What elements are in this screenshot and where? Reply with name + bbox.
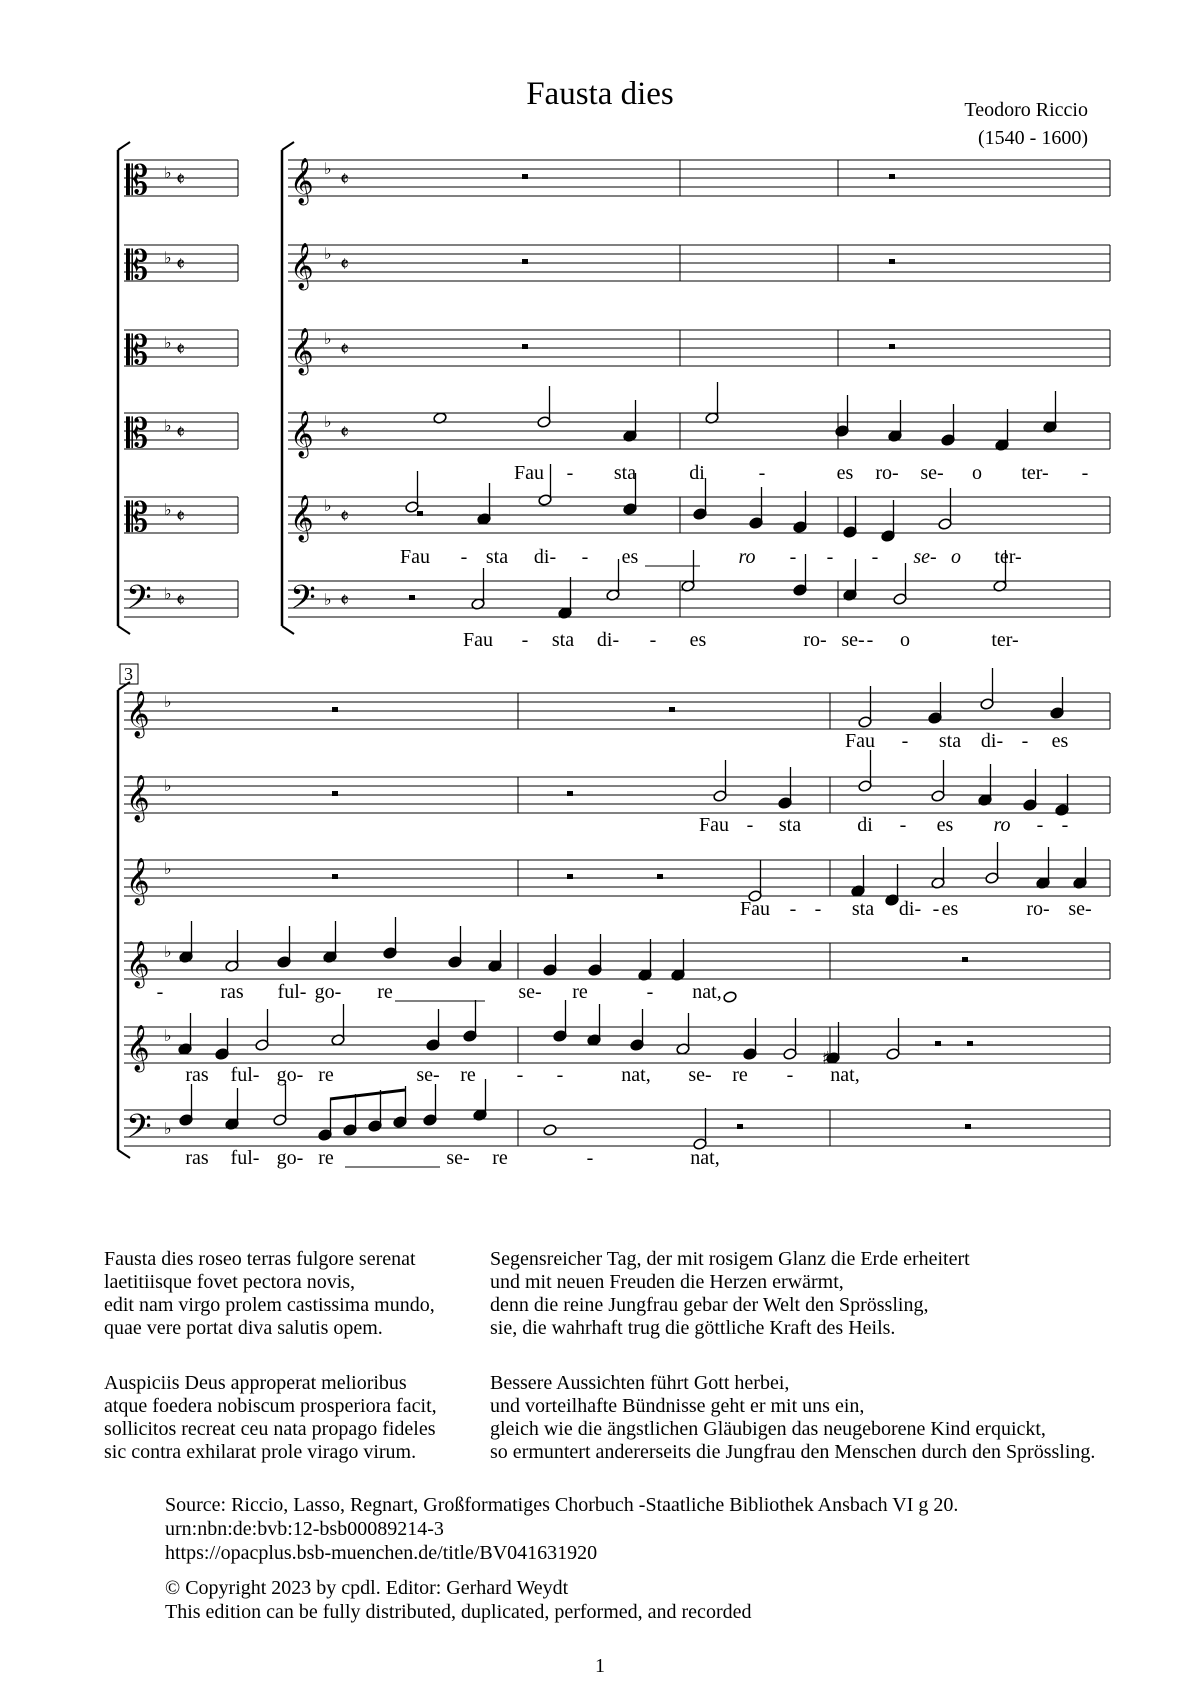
lyric-syllable: ro- <box>1026 898 1050 920</box>
lyric-syllable: nat, <box>830 1064 860 1086</box>
lyric-syllable: - <box>581 546 589 568</box>
german-text-stanza-1 <box>490 1248 970 1340</box>
rest <box>409 595 415 600</box>
lyric-syllable: se- <box>518 981 542 1003</box>
cut-time-icon: 𝄵 <box>340 420 349 444</box>
flat-sign-icon: ♭ <box>164 333 172 352</box>
lyric-syllable: di- <box>980 730 1004 752</box>
sharp-sign-icon: ♯ <box>822 1048 831 1069</box>
lyric-syllable: - <box>786 1064 794 1086</box>
flat-sign-icon: ♭ <box>324 496 332 515</box>
rest <box>332 791 338 796</box>
rest <box>935 1041 941 1046</box>
source-line: Source: Riccio, Lasso, Regnart, Großformatiges Chorbuch -Staatliche Bibliothek Ansbach VI g 20. <box>165 1494 959 1516</box>
rest <box>965 1124 971 1129</box>
lyric-syllable: ter- <box>1021 462 1049 484</box>
lyric-syllable: re <box>732 1064 748 1086</box>
text-line: quae vere portat diva salutis opem. <box>104 1317 383 1339</box>
rest <box>657 874 663 879</box>
lyric-syllable: o <box>972 462 982 484</box>
copyright-line: © Copyright 2023 by cpdl. Editor: Gerhard Weydt <box>165 1577 569 1599</box>
text-line: gleich wie die ängstlichen Gläubigen das neugeborene Kind erquickt, <box>490 1418 1046 1440</box>
lyric-syllable: sta <box>851 898 875 920</box>
cut-time-icon: 𝄵 <box>176 504 185 528</box>
rest <box>889 344 895 349</box>
flat-sign-icon: ♭ <box>164 500 172 519</box>
lyric-syllable: es <box>936 814 954 836</box>
lyric-syllable: - <box>1036 814 1044 836</box>
cut-time-icon: 𝄵 <box>176 420 185 444</box>
flat-sign-icon: ♭ <box>164 163 172 182</box>
lyric-syllable: ras <box>185 1147 209 1169</box>
bracket-hook <box>282 142 294 150</box>
lyric-syllable: o <box>900 629 910 651</box>
lyric-syllable: - <box>901 730 909 752</box>
c-clef-icon: 𝄡 <box>126 243 149 289</box>
lyric-syllable: - <box>1021 730 1029 752</box>
lyric-syllable: se- <box>841 629 865 651</box>
lyric-syllable: nat, <box>621 1064 651 1086</box>
flat-sign-icon: ♭ <box>324 412 332 431</box>
lyric-syllable: di- <box>533 546 557 568</box>
lyric-syllable: - <box>932 898 940 920</box>
lyric-syllable: es <box>941 898 959 920</box>
lyric-syllable: - <box>556 1064 564 1086</box>
composer-dates: (1540 - 1600) <box>978 127 1088 149</box>
rest <box>567 791 573 796</box>
lyric-syllable: Fau <box>400 546 430 568</box>
lyric-syllable: - <box>758 462 766 484</box>
text-line: Fausta dies roseo terras fulgore serenat <box>104 1248 416 1270</box>
lyric-syllable: - <box>586 1147 594 1169</box>
page-number: 1 <box>595 1655 605 1677</box>
text-line: so ermuntert andererseits die Jungfrau den Menschen durch den Sprössling. <box>490 1441 1096 1463</box>
treble-clef-icon: 𝄞 <box>290 158 314 204</box>
measure-number: 3 <box>124 664 133 684</box>
lyric-syllable: Fau <box>740 898 770 920</box>
c-clef-icon: 𝄡 <box>126 495 149 541</box>
note <box>543 1124 557 1137</box>
lyric-syllable: ful- <box>277 981 307 1003</box>
lyric-syllable: - <box>521 629 529 651</box>
latin-text-stanza-1 <box>104 1248 435 1340</box>
lyric-syllable: ras <box>185 1064 209 1086</box>
lyric-syllable: re <box>572 981 588 1003</box>
bass-clef-icon: 𝄢 <box>290 579 316 625</box>
treble-clef-icon: 𝄞 <box>290 328 314 374</box>
lyric-syllable: ter- <box>991 629 1019 651</box>
lyric-syllable: o <box>951 546 961 568</box>
lyric-syllable: - <box>814 898 822 920</box>
lyric-syllable: es <box>621 546 639 568</box>
lyric-syllable: sta <box>485 546 509 568</box>
cut-time-icon: 𝄵 <box>340 167 349 191</box>
cut-time-icon: 𝄵 <box>340 337 349 361</box>
lyric-syllable: - <box>866 629 874 651</box>
lyric-syllable: Fau <box>514 462 544 484</box>
cut-time-icon: 𝄵 <box>176 588 185 612</box>
lyric-syllable: re <box>318 1064 334 1086</box>
flat-sign-icon: ♭ <box>164 248 172 267</box>
flat-sign-icon: ♭ <box>164 776 172 795</box>
lyric-syllable: se- <box>446 1147 470 1169</box>
flat-sign-icon: ♭ <box>164 1119 172 1138</box>
cut-time-icon: 𝄵 <box>340 588 349 612</box>
rest <box>567 874 573 879</box>
lyric-syllable: nat, <box>692 981 722 1003</box>
lyric-syllable: - <box>646 981 654 1003</box>
cut-time-icon: 𝄵 <box>340 504 349 528</box>
c-clef-icon: 𝄡 <box>126 328 149 374</box>
lyric-syllable: - <box>460 546 468 568</box>
rest <box>967 1041 973 1046</box>
text-line: sic contra exhilarat prole virago virum. <box>104 1441 417 1463</box>
text-line: sollicitos recreat ceu nata propago fideles <box>104 1418 436 1440</box>
cut-time-icon: 𝄵 <box>176 252 185 276</box>
cut-time-icon: 𝄵 <box>340 252 349 276</box>
lyric-syllable: - <box>826 546 834 568</box>
rest <box>522 174 528 179</box>
lyric-syllable: di <box>857 814 873 836</box>
license-line: This edition can be fully distributed, duplicated, performed, and recorded <box>165 1601 752 1623</box>
rest <box>669 707 675 712</box>
source-info <box>165 1493 958 1565</box>
lyric-syllable: Fau <box>699 814 729 836</box>
lyric-syllable: se- <box>913 546 937 568</box>
flat-sign-icon: ♭ <box>324 329 332 348</box>
lyric-syllable: ro <box>738 546 756 568</box>
lyric-syllable: go- <box>276 1064 304 1086</box>
flat-sign-icon: ♭ <box>164 1026 172 1045</box>
rest <box>962 957 968 962</box>
lyric-syllable: di- <box>596 629 620 651</box>
treble-clef-icon: 𝄞 <box>290 243 314 289</box>
c-clef-icon: 𝄡 <box>126 158 149 204</box>
lyric-syllable: sta <box>778 814 802 836</box>
source-urn: urn:nbn:de:bvb:12-bsb00089214-3 <box>165 1518 444 1540</box>
lyric-syllable: es <box>689 629 707 651</box>
bracket-hook <box>282 626 294 634</box>
lyric-syllable: re <box>460 1064 476 1086</box>
cut-time-icon: 𝄵 <box>176 167 185 191</box>
treble-clef-icon: 𝄞 <box>290 411 314 457</box>
lyric-syllable: - <box>899 814 907 836</box>
flat-sign-icon: ♭ <box>164 942 172 961</box>
lyric-syllable: - <box>516 1064 524 1086</box>
flat-sign-icon: ♭ <box>324 159 332 178</box>
treble-clef-icon: 𝄞 <box>126 941 150 987</box>
lyric-syllable: es <box>1051 730 1069 752</box>
lyric-syllable: ro- <box>803 629 827 651</box>
bracket-hook <box>118 626 130 634</box>
lyric-syllable: ras <box>220 981 244 1003</box>
rest <box>889 259 895 264</box>
lyric-syllable: di <box>689 462 705 484</box>
flat-sign-icon: ♭ <box>324 244 332 263</box>
text-line: Auspiciis Deus approperat melioribus <box>104 1372 407 1394</box>
lyric-syllable: sta <box>613 462 637 484</box>
lyric-syllable: sta <box>938 730 962 752</box>
text-line: atque foedera nobiscum prosperiora facit, <box>104 1395 437 1417</box>
rest <box>522 344 528 349</box>
lyric-syllable: Fau <box>463 629 493 651</box>
bass-clef-icon: 𝄢 <box>126 579 152 625</box>
lyric-syllable: go- <box>314 981 342 1003</box>
latin-text-stanza-2 <box>104 1372 437 1464</box>
lyric-syllable: ter- <box>994 546 1022 568</box>
lyric-syllable: - <box>789 898 797 920</box>
flat-sign-icon: ♭ <box>324 590 332 609</box>
lyric-syllable: ro <box>993 814 1011 836</box>
lyric-syllable: go- <box>276 1147 304 1169</box>
german-text-stanza-2 <box>490 1372 1095 1464</box>
source-url: https://opacplus.bsb-muenchen.de/title/BV041631920 <box>165 1542 598 1564</box>
lyric-syllable: se- <box>416 1064 440 1086</box>
lyric-syllable: ful- <box>230 1064 260 1086</box>
treble-clef-icon: 𝄞 <box>290 495 314 541</box>
lyric-syllable: se- <box>1068 898 1092 920</box>
lyric-syllable: ful- <box>230 1147 260 1169</box>
lyric-syllable: Fau <box>845 730 875 752</box>
copyright-info <box>165 1576 751 1624</box>
lyric-syllable: - <box>1081 462 1089 484</box>
text-line: Segensreicher Tag, der mit rosigem Glanz die Erde erheitert <box>490 1248 970 1270</box>
lyric-syllable: se- <box>920 462 944 484</box>
lyric-syllable: - <box>746 814 754 836</box>
rest <box>522 259 528 264</box>
cut-time-icon: 𝄵 <box>176 337 185 361</box>
rest <box>332 874 338 879</box>
lyric-syllable: di- <box>898 898 922 920</box>
rest <box>332 707 338 712</box>
text-line: und vorteilhafte Bündnisse geht er mit uns ein, <box>490 1395 865 1417</box>
flat-sign-icon: ♭ <box>164 416 172 435</box>
c-clef-icon: 𝄡 <box>126 411 149 457</box>
rest <box>889 174 895 179</box>
page-title: Fausta dies <box>526 76 674 112</box>
lyric-syllable: - <box>156 981 164 1003</box>
lyric-syllable: nat, <box>690 1147 720 1169</box>
lyric-syllable: - <box>871 546 879 568</box>
text-line: laetitiisque fovet pectora novis, <box>104 1271 356 1293</box>
treble-clef-icon: 𝄞 <box>126 1025 150 1071</box>
lyric-syllable: se- <box>688 1064 712 1086</box>
rest <box>417 511 423 516</box>
lyric-syllable: re <box>318 1147 334 1169</box>
lyric-syllable: re <box>492 1147 508 1169</box>
flat-sign-icon: ♭ <box>164 584 172 603</box>
bass-clef-icon: 𝄢 <box>126 1108 152 1154</box>
lyric-syllable: - <box>1061 814 1069 836</box>
note <box>723 991 737 1004</box>
text-line: denn die reine Jungfrau gebar der Welt den Sprössling, <box>490 1294 929 1316</box>
composer-name: Teodoro Riccio <box>964 99 1088 121</box>
lyric-syllable: ro- <box>875 462 899 484</box>
text-line: Bessere Aussichten führt Gott herbei, <box>490 1372 790 1394</box>
flat-sign-icon: ♭ <box>164 859 172 878</box>
text-line: und mit neuen Freuden die Herzen erwärmt, <box>490 1271 844 1293</box>
text-line: edit nam virgo prolem castissima mundo, <box>104 1294 435 1316</box>
lyric-syllable: sta <box>551 629 575 651</box>
flat-sign-icon: ♭ <box>164 692 172 711</box>
treble-clef-icon: 𝄞 <box>126 775 150 821</box>
text-line: sie, die wahrhaft trug die göttliche Kraft des Heils. <box>490 1317 896 1339</box>
lyric-syllable: - <box>789 546 797 568</box>
treble-clef-icon: 𝄞 <box>126 691 150 737</box>
lyric-syllable: - <box>649 629 657 651</box>
beam <box>330 1090 405 1099</box>
treble-clef-icon: 𝄞 <box>126 858 150 904</box>
lyric-syllable: re <box>377 981 393 1003</box>
lyric-syllable: es <box>836 462 854 484</box>
rest <box>737 1124 743 1129</box>
bracket-hook <box>118 142 130 150</box>
lyric-syllable: - <box>566 462 574 484</box>
